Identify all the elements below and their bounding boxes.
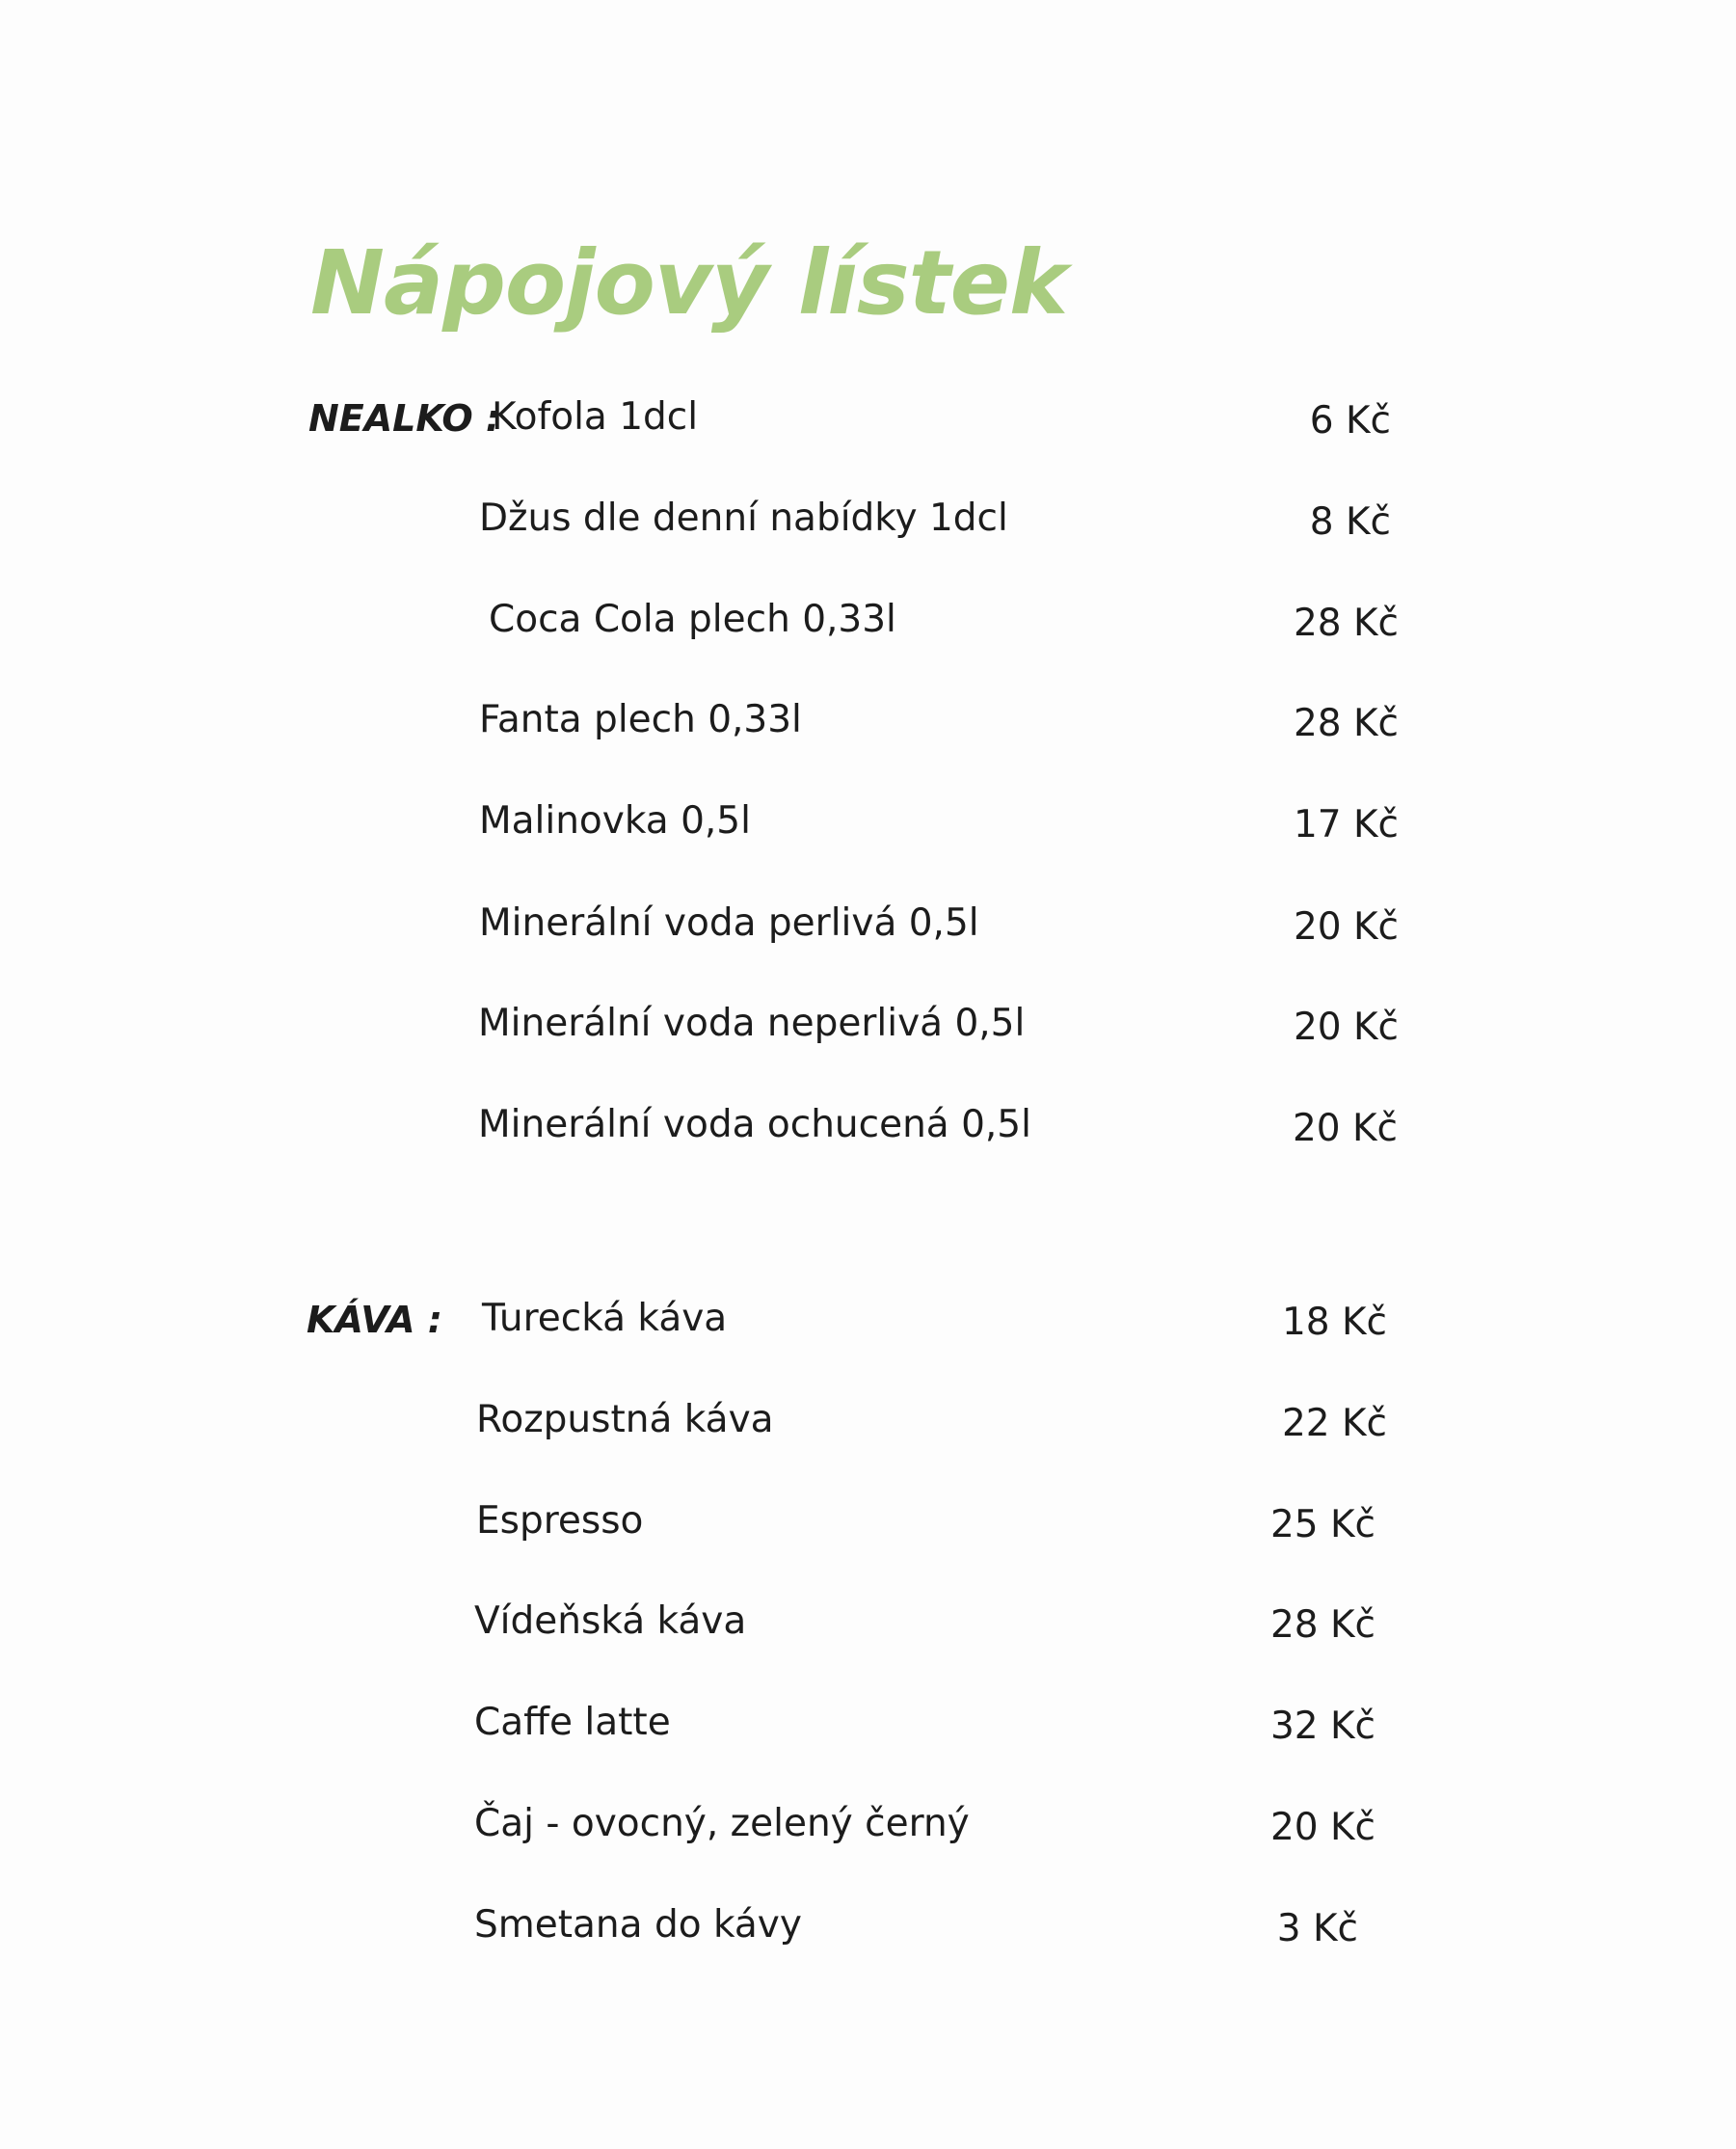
item-name: Turecká káva (482, 1297, 728, 1340)
item-name: Espresso (476, 1499, 644, 1543)
item-name: Minerální voda ochucená 0,5l (478, 1103, 1031, 1146)
list-item (0, 799, 1736, 857)
list-item (0, 901, 1736, 959)
item-name: Minerální voda neperlivá 0,5l (478, 1002, 1026, 1045)
list-item (0, 1398, 1736, 1456)
list-item (0, 598, 1736, 656)
item-price: 28 Kč (1293, 702, 1399, 745)
item-price: 20 Kč (1293, 905, 1399, 949)
item-name: Rozpustná káva (476, 1398, 774, 1441)
item-price: 8 Kč (1309, 500, 1391, 544)
item-price: 20 Kč (1269, 1806, 1375, 1849)
list-item (0, 698, 1736, 756)
list-item (0, 1499, 1736, 1557)
list-item (0, 1297, 1736, 1355)
item-name: Minerální voda perlivá 0,5l (479, 901, 979, 945)
item-price: 6 Kč (1309, 399, 1391, 443)
section-label-nealko: NEALKO : (308, 397, 501, 440)
list-item (0, 1802, 1736, 1860)
item-price: 17 Kč (1293, 803, 1399, 846)
item-name: Smetana do kávy (474, 1903, 802, 1947)
item-price: 3 Kč (1276, 1907, 1358, 1950)
item-name: Malinovka 0,5l (479, 799, 751, 843)
item-name: Vídeňská káva (474, 1599, 747, 1643)
list-item (0, 1599, 1736, 1657)
page-title: Nápojový lístek (310, 231, 1068, 335)
item-price: 20 Kč (1293, 1006, 1399, 1049)
item-name: Fanta plech 0,33l (479, 698, 802, 741)
item-price: 22 Kč (1281, 1402, 1387, 1445)
item-price: 28 Kč (1293, 602, 1399, 645)
item-name: Caffe latte (474, 1701, 671, 1744)
item-name: Coca Cola plech 0,33l (489, 598, 896, 641)
item-name: Džus dle denní nabídky 1dcl (479, 497, 1008, 540)
list-item (0, 1002, 1736, 1060)
item-price: 20 Kč (1292, 1107, 1398, 1150)
item-price: 18 Kč (1281, 1301, 1387, 1344)
list-item (0, 1701, 1736, 1759)
item-name: Čaj - ovocný, zelený černý (474, 1802, 970, 1845)
list-item (0, 395, 1736, 453)
item-price: 32 Kč (1269, 1705, 1375, 1748)
item-name: Kofola 1dcl (492, 395, 699, 439)
section-label-kava: KÁVA : (307, 1299, 442, 1341)
list-item (0, 497, 1736, 554)
item-price: 25 Kč (1269, 1503, 1375, 1546)
item-price: 28 Kč (1269, 1603, 1375, 1647)
list-item (0, 1903, 1736, 1961)
list-item (0, 1103, 1736, 1161)
